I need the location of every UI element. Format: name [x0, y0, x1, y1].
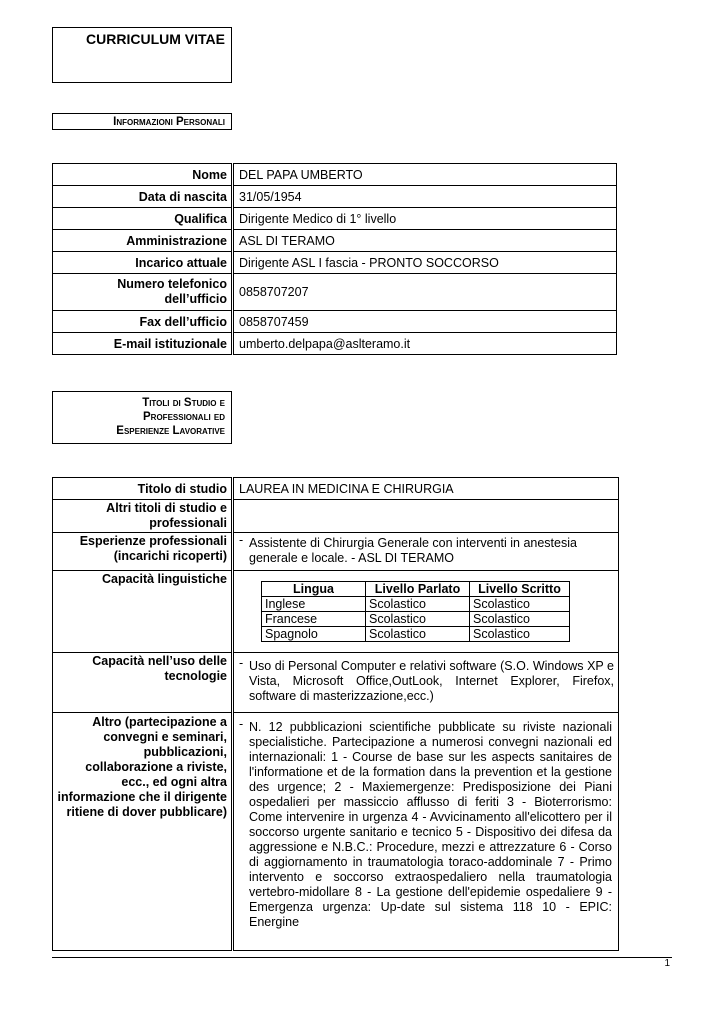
section-header-text: Titoli di Studio e Professionali ed Esperienze Lavorative [116, 397, 225, 437]
table-row [262, 612, 570, 627]
field-label: Capacità nell’uso delle tecnologie [53, 653, 232, 713]
language-table [261, 581, 570, 642]
table-row [53, 230, 617, 252]
table-cell: Scolastico [366, 627, 470, 642]
field-value: 0858707207 [234, 274, 617, 311]
table-cell: Scolastico [470, 627, 570, 642]
field-value: 31/05/1954 [234, 186, 617, 208]
table-row [53, 653, 619, 713]
field-value: Dirigente Medico di 1° livello [234, 208, 617, 230]
field-value: Dirigente ASL I fascia - PRONTO SOCCORSO [234, 252, 617, 274]
table-row [53, 500, 619, 533]
field-label: Fax dell’ufficio [53, 311, 232, 333]
table-cell: Scolastico [366, 612, 470, 627]
field-label: Esperienze professionali (incarichi ricoperti) [53, 533, 232, 571]
field-value: DEL PAPA UMBERTO [234, 164, 617, 186]
table-row [53, 186, 617, 208]
field-label: Numero telefonico dell’ufficio [53, 274, 232, 311]
field-value [234, 500, 619, 533]
table-cell: Inglese [262, 597, 366, 612]
field-label: Incarico attuale [53, 252, 232, 274]
table-cell: Scolastico [470, 597, 570, 612]
field-label: Altro (partecipazione a convegni e seminari, pubblicazioni, collaborazione a riviste, ecc., ed ogni altra informazione che il dirigente ritiene di dover pubblicare) [53, 713, 232, 951]
field-value: - N. 12 pubblicazioni scientifiche pubblicate su riviste nazionali specialistiche. Partecipazione a numerosi convegni nazionali ed internazionali: 1 - Course de base sur les aspects sanitaires de l'informatione et de la formation dans la prevention et la gestione des urgence; 2 - Maxiemergenze: Predisposizione dei Piani ospedalieri per massiccio afflusso di feriti 3 - Bioterrorismo: Come intervenire in urgenza 4 - Avvicinamento all'elicottero per il soccorso urgente sanitario e tecnico 5 - Dispositivo dei difesa da aggressione e N.B.C.: Procedure, mezzi e attrezzature 6 - Corso di aggiornamento in traumatologia toraco-addominale 7 - Primo intervento e soccorso extraospedaliero nella traumatologia vertebro-midollare 8 - La gestione dell'epidemie ospedaliere 9 - Emergenza urgenza: Up-date sul sistema 118 10 - EPIC: Energine [239, 720, 612, 930]
table-row [53, 713, 619, 951]
footer-divider [52, 957, 672, 958]
table-cell: Scolastico [470, 612, 570, 627]
table-row [53, 478, 619, 500]
field-label: Titolo di studio [53, 478, 232, 500]
field-value: LAUREA IN MEDICINA E CHIRURGIA [234, 478, 619, 500]
field-label: Amministrazione [53, 230, 232, 252]
table-row [262, 597, 570, 612]
field-value: umberto.delpapa@aslteramo.it [234, 333, 617, 355]
table-row [53, 533, 619, 571]
table-row [53, 333, 617, 355]
table-row [53, 208, 617, 230]
table-cell: Scolastico [366, 597, 470, 612]
column-header: Livello Scritto [470, 582, 570, 597]
table-cell: Spagnolo [262, 627, 366, 642]
field-value: - Uso di Personal Computer e relativi software (S.O. Windows XP e Vista, Microsoft Office,OutLook, Internet Explorer, Firefox, software di masterizzazione,ecc.) [239, 659, 614, 704]
section-header-personal: Informazioni Personali [52, 113, 232, 130]
table-cell: Francese [262, 612, 366, 627]
column-header: Lingua [262, 582, 366, 597]
field-label: Qualifica [53, 208, 232, 230]
table-row [53, 571, 619, 653]
cv-title-box [52, 27, 232, 83]
table-header-row [262, 582, 570, 597]
page-number: 1 [664, 958, 670, 969]
table-row [262, 627, 570, 642]
table-row [53, 311, 617, 333]
personal-info-table [52, 163, 617, 355]
field-label: Capacità linguistiche [53, 571, 232, 653]
document-title: CURRICULUM VITAE [86, 31, 225, 47]
field-label: Nome [53, 164, 232, 186]
field-value: ASL DI TERAMO [234, 230, 617, 252]
field-value: 0858707459 [234, 311, 617, 333]
field-label: Data di nascita [53, 186, 232, 208]
field-label: E-mail istituzionale [53, 333, 232, 355]
table-row [53, 164, 617, 186]
education-table [52, 477, 619, 951]
column-header: Livello Parlato [366, 582, 470, 597]
table-row [53, 252, 617, 274]
section-header-studies [52, 391, 232, 444]
table-row [53, 274, 617, 311]
field-value: - Assistente di Chirurgia Generale con interventi in anestesia generale e locale. - ASL DI TERAMO [239, 536, 614, 566]
field-label: Altri titoli di studio e professionali [53, 500, 232, 533]
